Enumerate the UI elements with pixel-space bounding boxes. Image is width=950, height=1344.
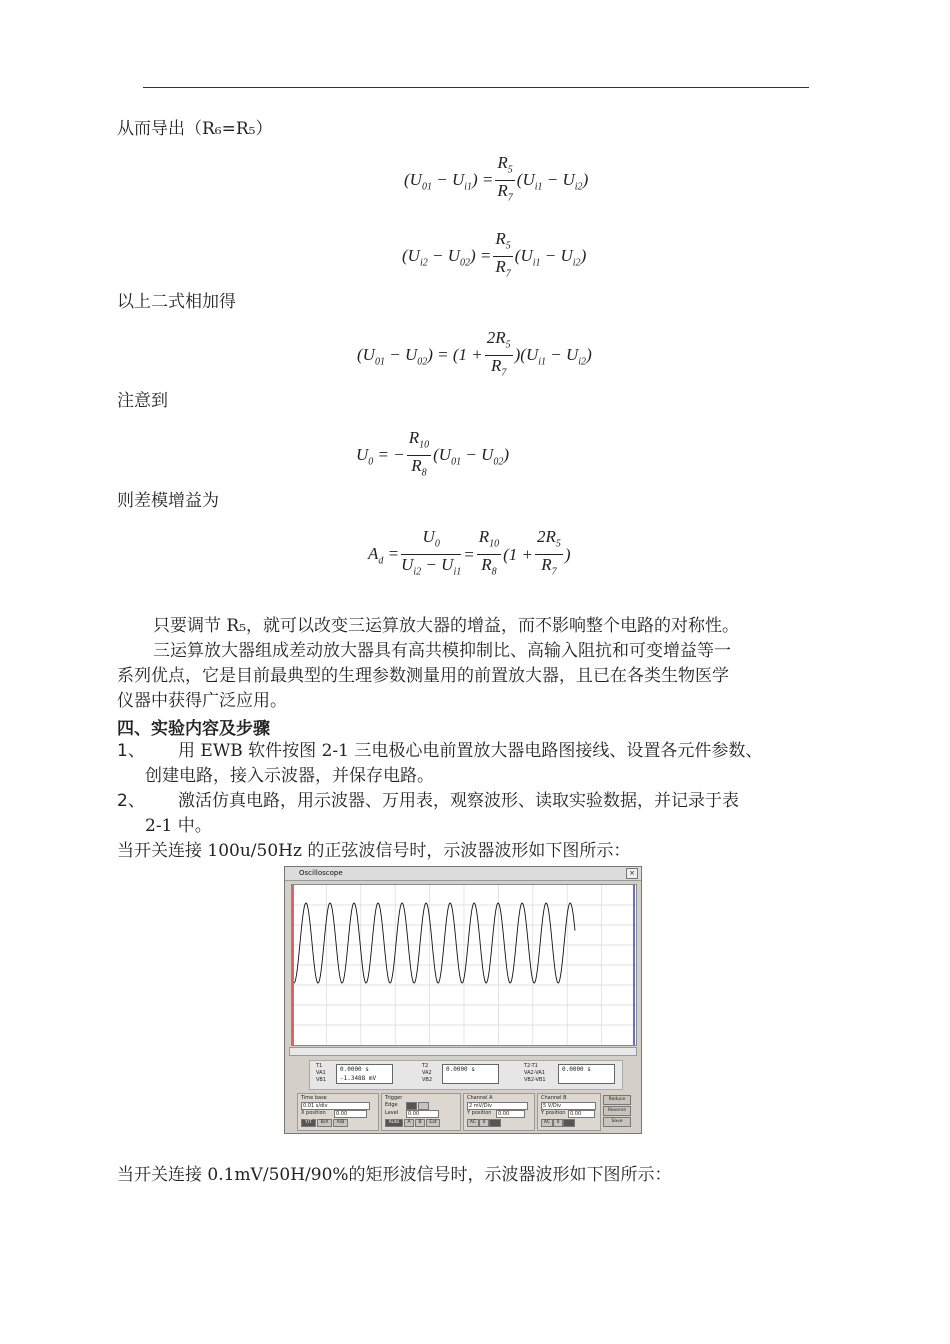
oscilloscope-title: Oscilloscope (299, 869, 343, 877)
t2-time-value: 0.0000 s (446, 1066, 475, 1073)
reduce-button[interactable]: Reduce (603, 1095, 631, 1105)
paragraph-2-line-1: 三运算放大器组成差动放大器具有高共模抑制比、高输入阻抗和可变增益等一 (153, 641, 731, 661)
save-button[interactable]: Save (603, 1117, 631, 1127)
step-2-line-1: 激活仿真电路，用示波器、万用表，观察波形、读取实验数据，并记录于表 (178, 791, 739, 811)
gain-text: 则差模增益为 (117, 491, 219, 511)
equation-1: $(U_{01} - U_{i1})$ = $\frac{R_5}{R_7}$ $(U_{i1} - U_{i2})$ (404, 153, 589, 204)
sum-text: 以上二式相加得 (117, 292, 236, 312)
intro-text: 从而导出（R₆=R₅） (117, 119, 273, 139)
channel-b-zero-button[interactable]: 0 (553, 1119, 563, 1127)
paragraph-2-line-2: 系列优点，它是目前最典型的生理参数测量用的前置放大器，且已在各类生物医学 (117, 666, 729, 686)
channel-b-title: Channel B (541, 1095, 567, 1101)
va2-label: VA2 (422, 1070, 432, 1076)
edge-label: Edge (385, 1102, 398, 1108)
reverse-button[interactable]: Reverse (603, 1106, 631, 1116)
channel-a-zero-button[interactable]: 0 (479, 1119, 489, 1127)
timebase-group (297, 1093, 379, 1131)
t1-label: T1 (316, 1063, 323, 1069)
t2-label: T2 (422, 1063, 429, 1069)
channel-a-title: Channel A (467, 1095, 493, 1101)
x-position-label: X position (301, 1110, 326, 1116)
control-panel (297, 1093, 631, 1129)
oscilloscope-window (284, 866, 642, 1134)
channel-a-dc-button[interactable] (489, 1119, 501, 1127)
t1-voltage-value: -1.3488 mV (340, 1075, 377, 1082)
channel-a-ac-button[interactable]: AC (467, 1119, 479, 1127)
channel-b-ypos-label: Y position (541, 1110, 566, 1116)
paragraph-2-line-3: 仪器中获得广泛应用。 (117, 691, 287, 711)
trigger-group (381, 1093, 461, 1131)
horizontal-scrollbar[interactable] (289, 1047, 637, 1056)
cursor-readout-panel (309, 1060, 623, 1090)
channel-b-ac-button[interactable]: AC (541, 1119, 553, 1127)
channel-a-ypos-label: Y position (467, 1110, 492, 1116)
timebase-title: Time base (301, 1095, 327, 1101)
paragraph-1: 只要调节 R₅，就可以改变三运算放大器的增益，而不影响整个电路的对称性。 (153, 616, 740, 636)
t2-t1-time-value: 0.0000 s (562, 1066, 591, 1073)
step-1-number: 1、 (117, 741, 145, 761)
close-icon[interactable]: × (626, 868, 638, 879)
trigger-b-button[interactable]: B (415, 1119, 425, 1127)
channel-b-group (537, 1093, 601, 1131)
edge-rising-button[interactable] (406, 1102, 417, 1110)
va2-va1-label: VA2-VA1 (524, 1070, 545, 1076)
channel-a-scale-field[interactable]: 2 mV/Div (467, 1102, 528, 1110)
section-title: 四、实验内容及步骤 (117, 719, 270, 739)
step-1-line-1: 用 EWB 软件按图 2-1 三电极心电前置放大器电路图接线、设置各元件参数、 (178, 741, 763, 761)
sine-caption: 当开关连接 100u/50Hz 的正弦波信号时，示波器波形如下图所示： (117, 841, 631, 861)
level-field[interactable]: 0.00 (406, 1110, 439, 1118)
square-caption: 当开关连接 0.1mV/50H/90%的矩形波信号时，示波器波形如下图所示： (117, 1165, 672, 1185)
ba-button[interactable]: B/A (317, 1119, 332, 1127)
t1-time-value: 0.0000 s (340, 1066, 369, 1073)
timebase-field[interactable]: 0.01 s/div (301, 1102, 370, 1110)
channel-b-scale-field[interactable]: 5 V/Div (541, 1102, 596, 1110)
channel-b-dc-button[interactable] (563, 1119, 575, 1127)
t2-t1-readout (558, 1064, 615, 1084)
header-rule (143, 87, 809, 88)
note-text: 注意到 (117, 391, 168, 411)
vb2-vb1-label: VB2-VB1 (524, 1077, 546, 1083)
step-2-line-2: 2-1 中。 (145, 816, 212, 836)
step-1-line-2: 创建电路，接入示波器，并保存电路。 (145, 766, 434, 786)
yt-button[interactable]: Y/T (301, 1119, 316, 1127)
t2-readout (442, 1064, 499, 1084)
t1-readout (336, 1064, 393, 1084)
step-2-number: 2、 (117, 791, 145, 811)
vb1-label: VB1 (316, 1077, 327, 1083)
waveform-display (292, 885, 636, 1045)
trigger-ext-button[interactable]: Ext (426, 1119, 440, 1127)
va1-label: VA1 (316, 1070, 326, 1076)
equation-5: $A_d$ = $\frac{U_0}{U_{i2} - U_{i1}}$ = $\frac{R_{10}}{R_8}$ (1 + $\frac{2R_5}{R_7}$ ) (368, 527, 571, 578)
equation-4: $U_0$ = − $\frac{R_{10}}{R_8}$ $(U_{01} - U_{02})$ (356, 428, 510, 479)
oscilloscope-screen (291, 884, 637, 1046)
channel-b-ypos-field[interactable]: 0.00 (568, 1110, 595, 1118)
trigger-a-button[interactable]: A (404, 1119, 414, 1127)
edge-falling-button[interactable] (418, 1102, 429, 1110)
channel-a-group (463, 1093, 535, 1131)
oscilloscope-titlebar (285, 867, 641, 881)
vb2-label: VB2 (422, 1077, 433, 1083)
equation-2: $(U_{i2} - U_{02})$ = $\frac{R_5}{R_7}$ $(U_{i1} - U_{i2})$ (402, 229, 587, 280)
trigger-title: Trigger (385, 1095, 403, 1101)
trigger-auto-button[interactable]: Auto (385, 1119, 403, 1127)
channel-a-ypos-field[interactable]: 0.00 (496, 1110, 525, 1118)
t2-t1-label: T2-T1 (524, 1063, 538, 1069)
ab-button[interactable]: A/B (333, 1119, 348, 1127)
level-label: Level (385, 1110, 399, 1116)
x-position-field[interactable]: 0.00 (334, 1110, 367, 1118)
equation-3: $(U_{01} - U_{02}) = (1$ + $\frac{2R_5}{R_7}$ )$(U_{i1} - U_{i2})$ (357, 328, 592, 379)
